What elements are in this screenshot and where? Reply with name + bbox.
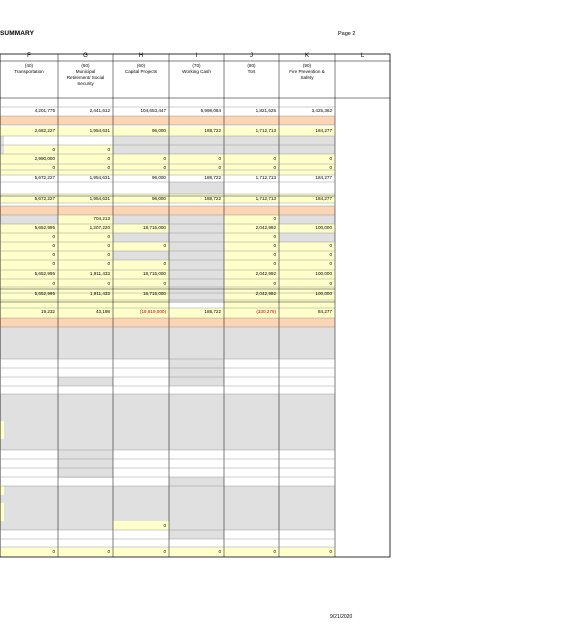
cell-value: 188,722 <box>204 309 221 314</box>
cell-value: 2,042,992 <box>255 290 276 296</box>
cell-value: 1,712,713 <box>255 128 276 133</box>
cell-value: 188,722 <box>204 174 221 180</box>
cell-value: 104,653,447 <box>140 108 166 113</box>
cell-value: 18,715,000 <box>143 225 166 230</box>
cell-value: 2,042,992 <box>255 270 276 276</box>
cell-value: 0 <box>52 281 55 286</box>
cell-value: (18,619,000) <box>139 309 166 314</box>
cell-value: 1,911,433 <box>89 270 110 276</box>
cell-value: 0 <box>107 243 110 248</box>
cell-value: 100,000 <box>315 270 332 276</box>
cell-value: 100,000 <box>315 225 332 230</box>
cell-value: 188,722 <box>204 128 221 133</box>
cell-value: 0 <box>329 164 332 170</box>
cell-value: 0 <box>273 243 276 248</box>
cell-value: 0 <box>107 164 110 170</box>
column-letter-j: J <box>250 53 253 59</box>
report-title: SUMMARY <box>0 30 35 37</box>
fund-name: Transportation <box>14 69 44 74</box>
cell-value: 1,821,625 <box>255 108 276 113</box>
fund-name: Capital Projects <box>124 69 158 74</box>
column-letter-l: L <box>360 53 365 59</box>
cell-value: 0 <box>329 243 332 248</box>
cell-value: 0 <box>273 216 276 221</box>
fund-name: Retirement/ Social <box>66 75 105 80</box>
cell-value: (330,279) <box>256 309 276 314</box>
cell-value: 0 <box>52 164 55 170</box>
fund-name: Security <box>77 81 94 86</box>
column-letter-h: H <box>138 53 144 59</box>
cell-value: 5,652,995 <box>34 270 55 276</box>
column-heading-transportation <box>0 63 58 75</box>
cell-value: 0 <box>107 252 110 257</box>
cell-value: 96,000 <box>151 174 166 180</box>
cell-value: 0 <box>52 243 55 248</box>
column-heading-tort <box>224 63 279 75</box>
cell-value: 0 <box>52 261 55 266</box>
cell-value: 0 <box>52 549 55 554</box>
cell-value: 2,042,992 <box>255 225 276 230</box>
cell-value: 1,712,713 <box>255 195 276 201</box>
column-letter-i: I <box>195 53 198 59</box>
cell-value: 0 <box>107 156 110 161</box>
fund-name: Fire Prevention & <box>289 69 325 74</box>
cell-value: 184,277 <box>315 195 332 201</box>
cell-value: 1,911,433 <box>89 290 110 296</box>
cell-value: 2,441,612 <box>89 108 110 113</box>
cell-value: 0 <box>107 147 110 152</box>
cell-value: 0 <box>273 252 276 257</box>
fund-code: (60) <box>136 63 146 68</box>
section-band <box>0 318 335 327</box>
cell-value: 3,425,362 <box>311 108 332 113</box>
cell-value: 0 <box>107 261 110 266</box>
cell-value: 0 <box>273 156 276 161</box>
fund-code: (90) <box>302 63 312 68</box>
cell-value: 2,990,000 <box>34 156 55 161</box>
fund-name: Municipal <box>75 69 96 74</box>
fund-name: Safety <box>300 75 314 80</box>
column-heading-fire-prevention <box>279 63 335 81</box>
fund-code: (40) <box>24 63 34 68</box>
cell-value: 184,277 <box>315 128 332 133</box>
cell-value: 0 <box>273 164 276 170</box>
cell-value: 0 <box>163 261 166 266</box>
cell-value: 5,998,084 <box>200 108 221 113</box>
cell-value: 0 <box>163 164 166 170</box>
section-band <box>0 116 335 125</box>
cell-value: 18,715,000 <box>143 270 166 276</box>
cell-value: 4,201,775 <box>34 108 55 113</box>
cell-value: 5,652,995 <box>34 225 55 230</box>
cell-value: 5,672,227 <box>34 195 55 201</box>
cell-value: 1,712,713 <box>255 174 276 180</box>
column-heading-capital-projects <box>113 63 169 75</box>
cell-value: 0 <box>163 522 166 528</box>
cell-value: 1,954,631 <box>89 128 110 133</box>
cell-value: 184,277 <box>315 174 332 180</box>
print-date: 9/21/2020 <box>330 614 353 620</box>
cell-value: 0 <box>329 156 332 161</box>
cell-value: 0 <box>273 549 276 554</box>
column-letter-g: G <box>83 53 88 59</box>
fund-code: (70) <box>192 63 201 68</box>
cell-value: 0 <box>273 281 276 286</box>
cell-value: 0 <box>163 243 166 248</box>
cell-value: 0 <box>273 261 276 266</box>
cell-value: 0 <box>107 234 110 239</box>
cell-value: 0 <box>329 549 332 554</box>
cell-value: 2,682,227 <box>34 128 55 133</box>
column-heading-imrf <box>58 63 113 87</box>
cell-value: 0 <box>107 549 110 554</box>
cell-value: 0 <box>329 281 332 286</box>
cell-value: 188,722 <box>204 195 221 201</box>
cell-value: 1,207,220 <box>89 225 110 230</box>
cell-value: 0 <box>52 147 55 152</box>
cell-value: 0 <box>218 164 221 170</box>
cell-value: 704,213 <box>93 216 110 221</box>
cell-value: 0 <box>163 156 166 161</box>
cell-value: 1,954,631 <box>89 195 110 201</box>
cell-value: 5,652,995 <box>34 290 55 296</box>
cell-value: 0 <box>52 252 55 257</box>
fund-code: (50) <box>81 63 90 68</box>
cell-value: 19,232 <box>40 309 55 314</box>
cell-value: 96,000 <box>151 195 166 201</box>
cell-value: 84,277 <box>317 309 332 314</box>
column-letter-k: K <box>304 53 309 59</box>
fund-name: Working Cash <box>182 69 211 74</box>
cell-value: 0 <box>52 234 55 239</box>
cell-value: 18,715,000 <box>143 290 166 296</box>
cell-value: 0 <box>218 156 221 161</box>
column-letter-f: F <box>27 53 31 59</box>
fund-code: (80) <box>247 63 256 68</box>
cell-value: 0 <box>163 281 166 286</box>
cell-value: 0 <box>163 549 166 554</box>
cell-value: 5,672,227 <box>34 174 55 180</box>
page-number: Page 2 <box>338 31 356 37</box>
cell-value: 0 <box>218 549 221 554</box>
section-band <box>0 206 335 215</box>
cell-value: 96,000 <box>151 128 166 133</box>
cell-value: 0 <box>329 252 332 257</box>
fund-name: Tort <box>247 69 256 74</box>
cell-value: 100,000 <box>315 290 332 296</box>
cell-value: 1,954,631 <box>89 174 110 180</box>
cell-value: 0 <box>107 281 110 286</box>
cell-value: 43,198 <box>95 309 110 314</box>
column-heading-working-cash <box>169 63 224 75</box>
cell-value: 0 <box>329 261 332 266</box>
cell-value: 0 <box>273 234 276 239</box>
